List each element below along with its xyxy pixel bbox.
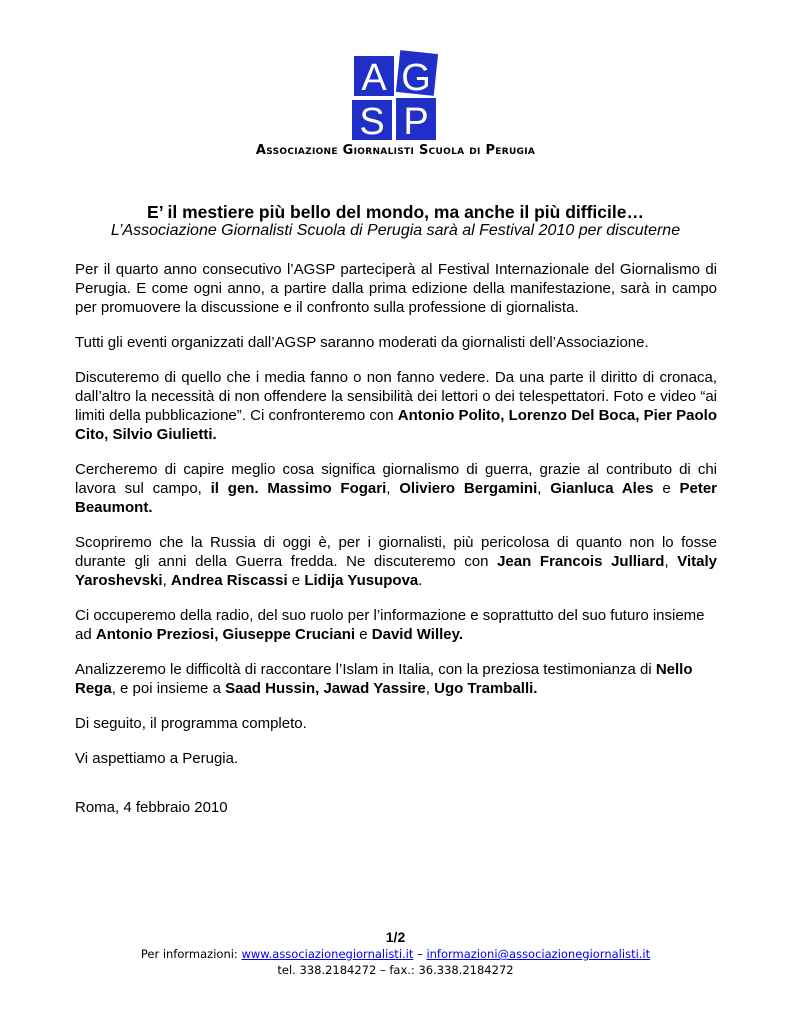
logo-letter-g: G [401, 57, 431, 99]
paragraph-4-name-1: il gen. Massimo Fogari [210, 480, 387, 497]
paragraph-6 [75, 606, 717, 644]
document-title: E’ il mestiere più bello del mondo, ma anche il più difficile… [147, 202, 644, 222]
paragraph-6-name-1: Antonio Preziosi, Giuseppe Cruciani [95, 626, 356, 643]
paragraph-7 [75, 660, 717, 698]
paragraph-6-name-2: David Willey. [371, 626, 464, 643]
paragraph-5-name-3: Andrea Riscassi [170, 572, 288, 589]
paragraph-4-name-4: Peter Beaumont. [75, 480, 718, 516]
paragraph-5-sep-3: e [287, 572, 305, 589]
paragraph-4 [75, 460, 717, 517]
document-body [75, 260, 717, 833]
paragraph-4-name-2: Oliviero Bergamini [399, 480, 538, 497]
website-link[interactable]: www.associazionegiornalisti.it [241, 947, 414, 961]
paragraph-3-names: Antonio Polito, Lorenzo Del Boca, Pier Paolo Cito, Silvio Giulietti. [75, 407, 717, 443]
association-name: Associazione Giornalisti Scuola di Perugia [255, 143, 536, 158]
paragraph-2: Tutti gli eventi organizzati dall’AGSP saranno moderati da giornalisti dell’Associazione. [75, 334, 649, 351]
paragraph-5-end: . [418, 572, 423, 589]
paragraph-1: Per il quarto anno consecutivo l’AGSP parteciperà al Festival Internazionale del Giornalismo di Perugia. E come ogni anno, a partire dalla prima edizione della manifestazione, sarà in campo per promuovere la discussione e il confronto sulla professione di giornalista. [75, 261, 717, 316]
document-subtitle: L’Associazione Giornalisti Scuola di Perugia sarà al Festival 2010 per discuterne [110, 222, 681, 239]
paragraph-5-sep-1: , [664, 553, 678, 570]
email-link[interactable]: informazioni@associazionegiornalisti.it [426, 947, 651, 961]
paragraph-4-sep-3: e [653, 480, 680, 497]
logo-letter-a: A [361, 57, 387, 99]
footer [0, 946, 791, 978]
paragraph-7-name-1: Nello Rega [75, 661, 693, 697]
paragraph-5-name-2: Vitaly Yaroshevski [75, 553, 717, 589]
paragraph-6-text: Ci occuperemo della radio, del suo ruolo per l’informazione e soprattutto del suo futuro insieme ad [75, 607, 705, 643]
paragraph-5 [75, 533, 717, 590]
logo-letter-p: P [403, 101, 429, 142]
logo-letter-s: S [359, 101, 385, 142]
paragraph-7-text: Analizzeremo le difficoltà di raccontare l’Islam in Italia, con la preziosa testimonianza di [75, 661, 656, 678]
document-date: Roma, 4 febbraio 2010 [75, 799, 228, 816]
page-number: 1/2 [385, 929, 406, 945]
paragraph-7-sep-2: , [425, 680, 435, 697]
paragraph-5-name-1: Jean Francois Julliard [497, 553, 665, 570]
paragraph-5-text: Scopriremo che la Russia di oggi è, per i giornalisti, più pericolosa di quanto non lo fosse durante gli anni della Guerra fredda. Ne discuteremo con [75, 534, 717, 570]
paragraph-7-sep-1: , e poi insieme a [111, 680, 226, 697]
footer-label: Per informazioni: [140, 947, 242, 961]
footer-separator: – [413, 947, 427, 961]
paragraph-7-name-2: Saad Hussin, Jawad Yassire [225, 680, 426, 697]
paragraph-5-sep-2: , [162, 572, 171, 589]
paragraph-5-name-4: Lidija Yusupova [304, 572, 419, 589]
footer-contact-line [0, 946, 791, 962]
paragraph-3-text: Discuteremo di quello che i media fanno o non fanno vedere. Da una parte il diritto di cronaca, dall’altro la necessità di non offendere la sensibilità dei lettori o dei telespettatori. Foto e video “ai limiti della pubblicazione”. Ci confronteremo con [75, 369, 717, 424]
paragraph-7-name-3: Ugo Tramballi. [434, 680, 538, 697]
paragraph-4-sep-2: , [537, 480, 551, 497]
paragraph-4-name-3: Gianluca Ales [550, 480, 654, 497]
paragraph-9: Vi aspettiamo a Perugia. [75, 750, 239, 767]
paragraph-3 [75, 368, 717, 444]
agsp-logo [350, 50, 438, 142]
paragraph-6-sep-1: e [355, 626, 372, 643]
footer-phone: tel. 338.2184272 – fax.: 36.338.2184272 [277, 963, 514, 977]
paragraph-8: Di seguito, il programma completo. [75, 715, 307, 732]
paragraph-4-sep-1: , [386, 480, 400, 497]
paragraph-4-text: Cercheremo di capire meglio cosa significa giornalismo di guerra, grazie al contributo di chi lavora sul campo, [75, 461, 717, 497]
